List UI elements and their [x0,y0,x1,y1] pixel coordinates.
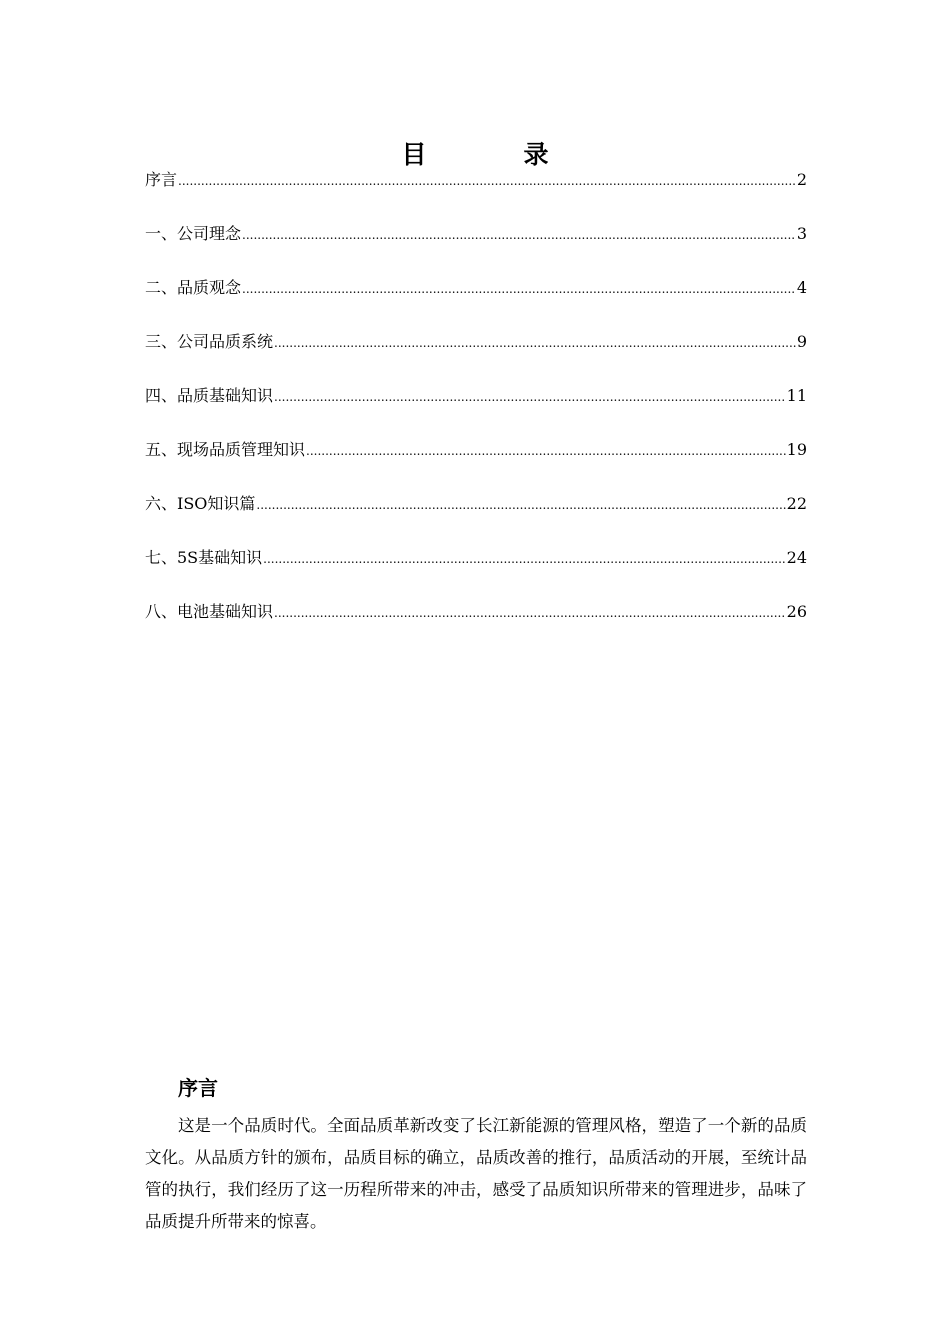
preface-heading: 序言 [178,1076,218,1100]
preface-section [145,1072,807,1238]
toc-leader-dots [263,546,785,571]
toc-entry[interactable] [145,276,807,330]
toc-leader-dots [242,222,796,247]
toc-entry[interactable] [145,492,807,546]
toc-entry-page: 11 [786,386,807,405]
toc-entry-label: 三、公司品质系统 [145,332,274,351]
toc-entry[interactable] [145,600,807,654]
toc-entry-label: 二、品质观念 [145,278,242,297]
toc-entry-page: 4 [796,278,807,297]
toc-leader-dots [274,384,786,409]
toc-entry-page: 26 [786,602,807,621]
toc-entry-label: 八、电池基础知识 [145,602,274,621]
toc-leader-dots [274,330,796,355]
toc-leader-dots [274,600,786,625]
preface-paragraph: 这是一个品质时代。全面品质革新改变了长江新能源的管理风格，塑造了一个新的品质文化。从品质方针的颁布，品质目标的确立，品质改善的推行，品质活动的开展，至统计品管的执行，我们经历了这一历程所带来的冲击，感受了品质知识所带来的管理进步，品味了品质提升所带来的惊喜。 [145,1116,807,1231]
toc-leader-dots [178,168,796,193]
toc-entry[interactable] [145,168,807,222]
toc-title: 目 录 [401,139,585,169]
toc-entry[interactable] [145,330,807,384]
toc-entry[interactable] [145,438,807,492]
toc-leader-dots [256,492,785,517]
toc-entry-page: 24 [786,548,807,567]
toc-entry-page: 9 [796,332,807,351]
toc-leader-dots [306,438,786,463]
toc-entry[interactable] [145,546,807,600]
toc-entry-page: 3 [796,224,807,243]
toc-list [145,168,807,654]
toc-entry[interactable] [145,384,807,438]
toc-entry-label: 六、ISO知识篇 [145,494,256,513]
toc-entry-label: 七、5S基础知识 [145,548,263,567]
toc-entry-label: 一、公司理念 [145,224,242,243]
toc-entry-page: 2 [796,170,807,189]
toc-entry-label: 四、品质基础知识 [145,386,274,405]
toc-leader-dots [242,276,796,301]
toc-entry-page: 19 [786,440,807,459]
toc-entry-page: 22 [786,494,807,513]
toc-entry-label: 序言 [145,170,178,189]
toc-entry[interactable] [145,222,807,276]
toc-entry-label: 五、现场品质管理知识 [145,440,306,459]
